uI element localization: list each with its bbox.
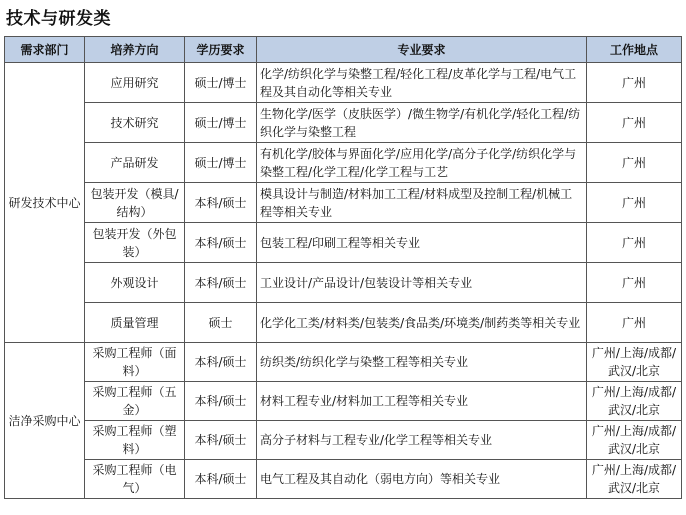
table-row [5,303,682,343]
direction-cell: 包装开发（模具/结构） [85,183,185,223]
location-cell: 广州/上海/成都/武汉/北京 [587,343,682,382]
table-row [5,143,682,183]
major-cell: 生物化学/医学（皮肤医学）/微生物学/有机化学/轻化工程/纺织化学与染整工程 [257,103,587,143]
direction-cell: 包装开发（外包装） [85,223,185,263]
degree-cell: 本科/硕士 [185,421,257,460]
degree-cell: 硕士/博士 [185,143,257,183]
location-cell: 广州/上海/成都/武汉/北京 [587,460,682,499]
header-direction: 培养方向 [85,37,185,63]
header-department: 需求部门 [5,37,85,63]
major-cell: 电气工程及其自动化（弱电方向）等相关专业 [257,460,587,499]
table-row [5,382,682,421]
degree-cell: 本科/硕士 [185,460,257,499]
major-cell: 有机化学/胶体与界面化学/应用化学/高分子化学/纺织化学与染整工程/化学工程/化学工程与工艺 [257,143,587,183]
table-row [5,223,682,263]
major-cell: 模具设计与制造/材料加工工程/材料成型及控制工程/机械工程等相关专业 [257,183,587,223]
direction-cell: 应用研究 [85,63,185,103]
table-row [5,263,682,303]
header-major: 专业要求 [257,37,587,63]
location-cell: 广州 [587,143,682,183]
degree-cell: 本科/硕士 [185,223,257,263]
table-row [5,460,682,499]
location-cell: 广州/上海/成都/武汉/北京 [587,421,682,460]
table-row [5,63,682,103]
department-cell: 研发技术中心 [5,63,85,343]
direction-cell: 技术研究 [85,103,185,143]
requirements-table [4,36,682,499]
location-cell: 广州 [587,223,682,263]
location-cell: 广州 [587,63,682,103]
table-row [5,343,682,382]
header-location: 工作地点 [587,37,682,63]
header-degree: 学历要求 [185,37,257,63]
direction-cell: 产品研发 [85,143,185,183]
degree-cell: 硕士 [185,303,257,343]
direction-cell: 外观设计 [85,263,185,303]
major-cell: 化学化工类/材料类/包装类/食品类/环境类/制药类等相关专业 [257,303,587,343]
table-header-row [5,37,682,63]
direction-cell: 采购工程师（电气） [85,460,185,499]
department-cell: 洁净采购中心 [5,343,85,499]
direction-cell: 采购工程师（塑料） [85,421,185,460]
degree-cell: 本科/硕士 [185,183,257,223]
major-cell: 工业设计/产品设计/包装设计等相关专业 [257,263,587,303]
location-cell: 广州 [587,303,682,343]
major-cell: 材料工程专业/材料加工工程等相关专业 [257,382,587,421]
major-cell: 纺织类/纺织化学与染整工程等相关专业 [257,343,587,382]
direction-cell: 采购工程师（面料） [85,343,185,382]
degree-cell: 硕士/博士 [185,63,257,103]
degree-cell: 本科/硕士 [185,343,257,382]
major-cell: 化学/纺织化学与染整工程/轻化工程/皮革化学与工程/电气工程及其自动化等相关专业 [257,63,587,103]
direction-cell: 采购工程师（五金） [85,382,185,421]
major-cell: 高分子材料与工程专业/化学工程等相关专业 [257,421,587,460]
page-title: 技术与研发类 [6,9,111,29]
degree-cell: 本科/硕士 [185,382,257,421]
location-cell: 广州 [587,263,682,303]
location-cell: 广州/上海/成都/武汉/北京 [587,382,682,421]
direction-cell: 质量管理 [85,303,185,343]
location-cell: 广州 [587,183,682,223]
table-row [5,103,682,143]
degree-cell: 硕士/博士 [185,103,257,143]
table-row [5,421,682,460]
table-row [5,183,682,223]
degree-cell: 本科/硕士 [185,263,257,303]
major-cell: 包装工程/印刷工程等相关专业 [257,223,587,263]
location-cell: 广州 [587,103,682,143]
